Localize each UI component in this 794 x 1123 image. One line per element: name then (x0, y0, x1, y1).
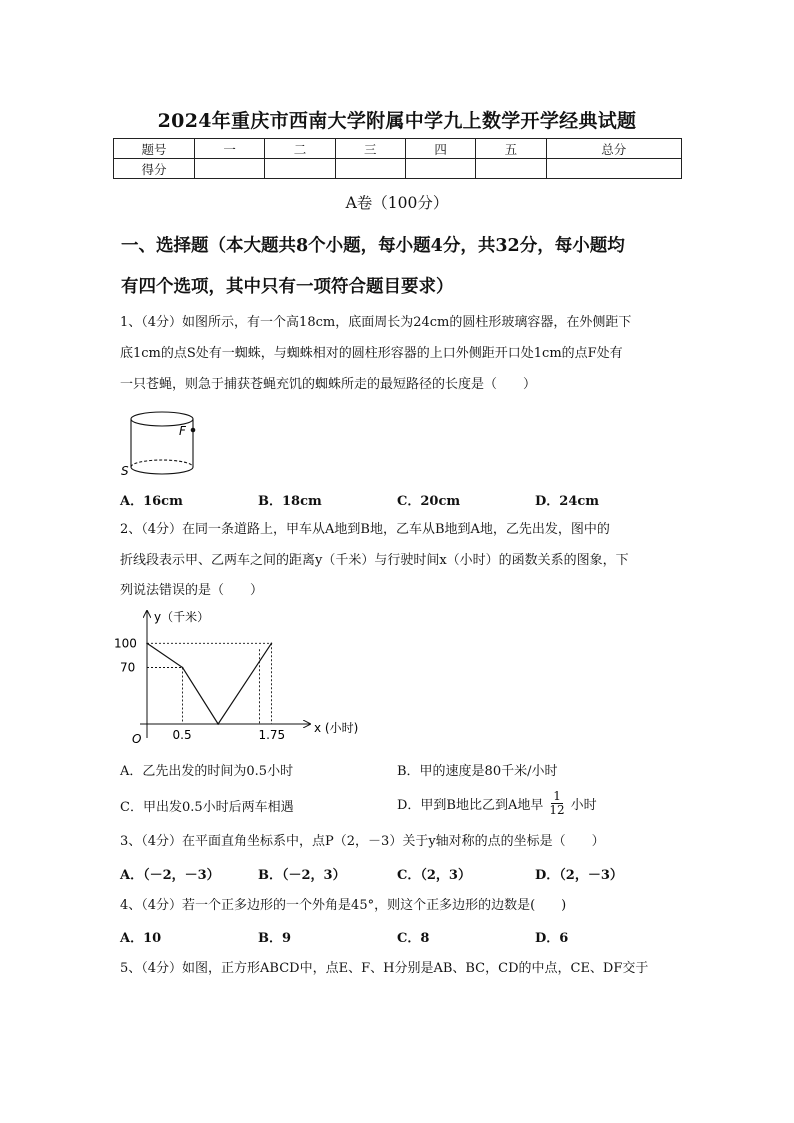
q2-option-c[interactable]: C．甲出发0.5小时后两车相遇 (120, 800, 294, 815)
score-header-cell: 一 (195, 139, 265, 159)
part-one-heading-line2: 有四个选项，其中只有一项符合题目要求） (121, 277, 454, 297)
q1-option-a[interactable]: A．16cm (120, 494, 183, 509)
y-axis-label: y（千米） (154, 610, 210, 624)
q4-option-a[interactable]: A．10 (120, 931, 162, 946)
q3-option-d[interactable]: D．（2，－3） (535, 868, 623, 883)
cylinder-figure (118, 405, 208, 480)
q3-option-c[interactable]: C．（2，3） (397, 868, 471, 883)
q3-option-a[interactable]: A．（－2，－3） (120, 868, 220, 883)
score-cell[interactable] (195, 159, 265, 179)
q2-option-d-text: D．甲到B地比乙到A地早 (397, 797, 544, 813)
fraction-denominator: 12 (549, 802, 565, 817)
question-2-line3: 列说法错误的是（ ） (120, 583, 264, 598)
q4-option-c[interactable]: C．8 (397, 931, 430, 946)
score-cell[interactable] (405, 159, 475, 179)
q4-option-b[interactable]: B．9 (258, 931, 292, 946)
score-header-cell: 题号 (114, 139, 195, 159)
point-f-dot (191, 428, 196, 433)
question-1-line2: 底1cm的点S处有一蜘蛛，与蜘蛛相对的圆柱形容器的上口外侧距开口处1cm的点F处有 (120, 346, 623, 361)
point-f-label: F (179, 424, 186, 438)
question-1-line3: 一只苍蝇，则急于捕获苍蝇充饥的蜘蛛所走的最短路径的长度是（ ） (120, 377, 537, 392)
data-point-3 (271, 642, 273, 644)
question-4-line1: 4、（4分）若一个正多边形的一个外角是45°，则这个正多边形的边数是( ) (120, 898, 567, 913)
fraction-numerator: 1 (553, 788, 561, 803)
q4-option-d[interactable]: D．6 (535, 931, 569, 946)
score-row-label: 得分 (114, 159, 195, 179)
question-3-line1: 3、（4分）在平面直角坐标系中，点P（2，－3）关于y轴对称的点的坐标是（ ） (120, 834, 605, 849)
data-point-2 (217, 723, 219, 725)
section-heading-a: A卷（100分） (345, 194, 449, 212)
score-header-cell: 二 (265, 139, 335, 159)
y-tick-label-100: 100 (114, 636, 137, 651)
x-tick-label-1.75: 1.75 (258, 728, 286, 742)
cylinder-bottom-back (131, 460, 193, 467)
x-axis-label: x (小时) (314, 721, 359, 735)
score-table-header-row (114, 139, 682, 159)
q2-option-d[interactable] (397, 787, 597, 819)
point-s-label: S (121, 464, 129, 478)
question-2-line2: 折线段表示甲、乙两车之间的距离y（千米）与行驶时间x（小时）的函数关系的图象，下 (120, 553, 629, 568)
part-one-heading-line1: 一、选择题（本大题共8个小题，每小题4分，共32分，每小题均 (121, 236, 625, 256)
score-cell[interactable] (546, 159, 681, 179)
q2-option-d-fraction (547, 790, 566, 817)
distance-time-chart (110, 603, 380, 753)
origin-label: O (132, 732, 142, 746)
q2-option-d-suffix: 小时 (570, 797, 597, 813)
score-header-cell: 四 (405, 139, 475, 159)
question-1-line1: 1、（4分）如图所示，有一个高18cm，底面周长为24cm的圆柱形玻璃容器，在外侧距下 (120, 315, 632, 330)
score-cell[interactable] (335, 159, 405, 179)
question-5-line1: 5、（4分）如图，正方形ABCD中，点E、F、H分别是AB、BC，CD的中点，CE、DF交于 (120, 961, 649, 976)
cylinder-bottom-front (131, 467, 193, 474)
q1-option-c[interactable]: C．20cm (397, 494, 461, 509)
data-point-1 (182, 667, 184, 669)
score-table (113, 138, 682, 179)
score-header-cell: 五 (476, 139, 546, 159)
data-point-0 (146, 642, 148, 644)
x-tick-label-0.5: 0.5 (172, 728, 192, 742)
score-table-score-row (114, 159, 682, 179)
score-cell[interactable] (476, 159, 546, 179)
q2-option-b[interactable]: B．甲的速度是80千米/小时 (397, 764, 558, 779)
question-2-line1: 2、（4分）在同一条道路上，甲车从A地到B地，乙车从B地到A地，乙先出发，图中的 (120, 522, 610, 537)
series-line (147, 643, 271, 724)
score-header-cell: 三 (335, 139, 405, 159)
y-tick-label-70: 70 (120, 660, 136, 675)
q1-option-d[interactable]: D．24cm (535, 494, 600, 509)
page-title: 2024年重庆市西南大学附属中学九上数学开学经典试题 (157, 110, 637, 132)
score-cell[interactable] (265, 159, 335, 179)
q2-option-a[interactable]: A．乙先出发的时间为0.5小时 (120, 764, 294, 779)
q1-option-b[interactable]: B．18cm (258, 494, 322, 509)
score-header-cell: 总分 (546, 139, 681, 159)
q3-option-b[interactable]: B．（－2，3） (258, 868, 346, 883)
